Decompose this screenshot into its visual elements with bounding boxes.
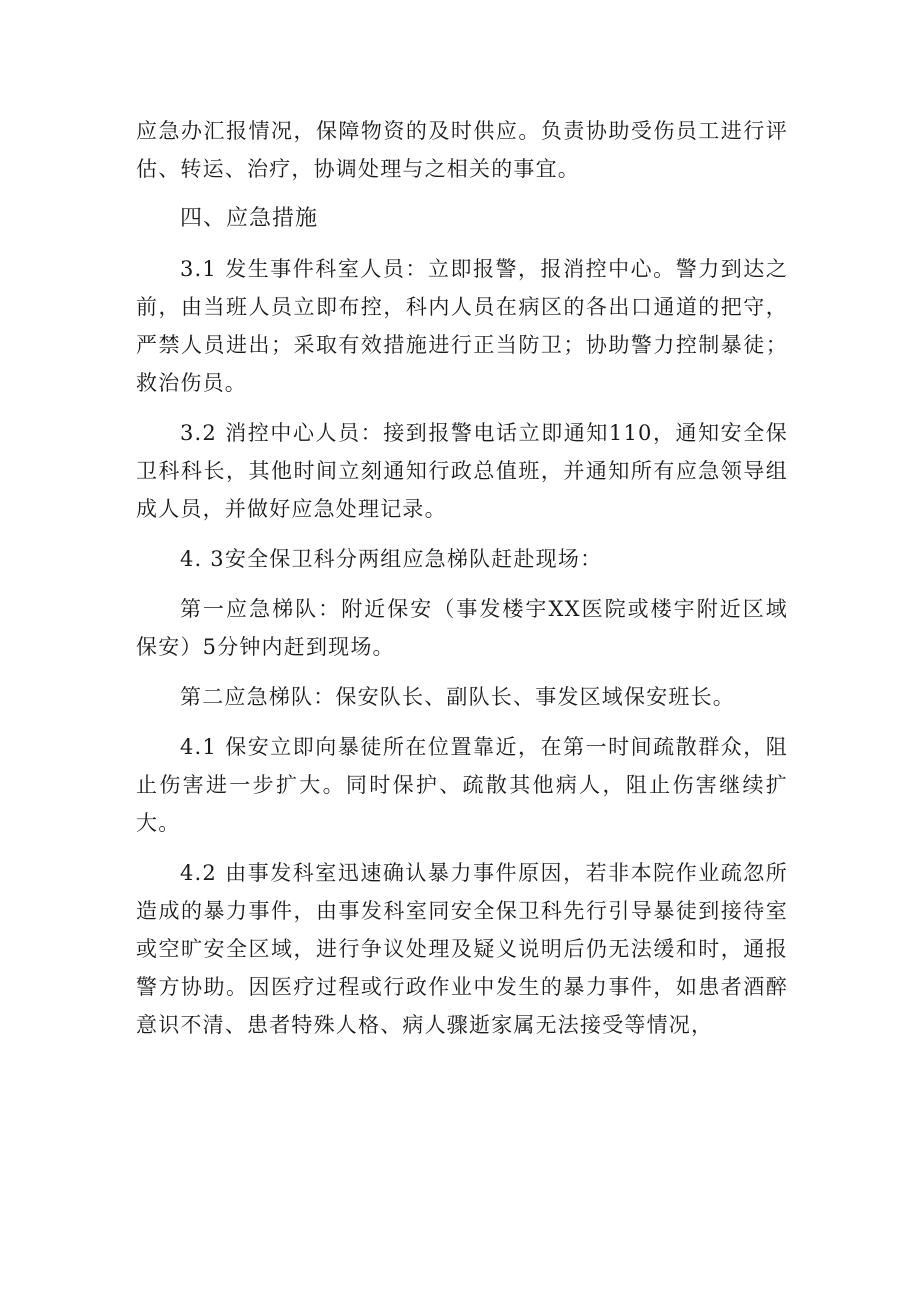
document-page xyxy=(136,112,788,1044)
paragraph-4-1: 4.1 保安立即向暴徒所在位置靠近，在第一时间疏散群众，阻止伤害进一步扩大。同时保护、疏散其他病人，阻止伤害继续扩大。 xyxy=(136,735,788,835)
paragraph-4-3: 4. 3安全保卫科分两组应急梯队赶赴现场： xyxy=(180,547,603,571)
paragraph-3-2: 3.2 消控中心人员：接到报警电话立即通知110，通知安全保卫科科长，其他时间立刻通知行政总值班，并通知所有应急领导组成人员，并做好应急处理记录。 xyxy=(136,421,788,521)
intro-paragraph: 应急办汇报情况，保障物资的及时供应。负责协助受伤员工进行评估、转运、治疗，协调处理与之相关的事宜。 xyxy=(136,119,788,181)
paragraph-second-team: 第二应急梯队：保安队长、副队长、事发区域保安班长。 xyxy=(180,685,735,709)
section-heading: 四、应急措施 xyxy=(180,206,319,231)
paragraph-4-2: 4.2 由事发科室迅速确认暴力事件原因，若非本院作业疏忽所造成的暴力事件，由事发科室同安全保卫科先行引导暴徒到接待室或空旷安全区域，进行争议处理及疑义说明后仍无法缓和时，通报警方协助。因医疗过程或行政作业中发生的暴力事件，如患者酒醉意识不清、患者特殊人格、病人骤逝家属无法接受等情况， xyxy=(136,861,788,1037)
paragraph-3-1: 3.1 发生事件科室人员：立即报警，报消控中心。警力到达之前，由当班人员立即布控，科内人员在病区的各出口通道的把守，严禁人员进出；采取有效措施进行正当防卫；协助警力控制暴徒；救治伤员。 xyxy=(136,257,788,395)
paragraph-first-team: 第一应急梯队：附近保安（事发楼宇XX医院或楼宇附近区域保安）5分钟内赶到现场。 xyxy=(136,597,788,659)
